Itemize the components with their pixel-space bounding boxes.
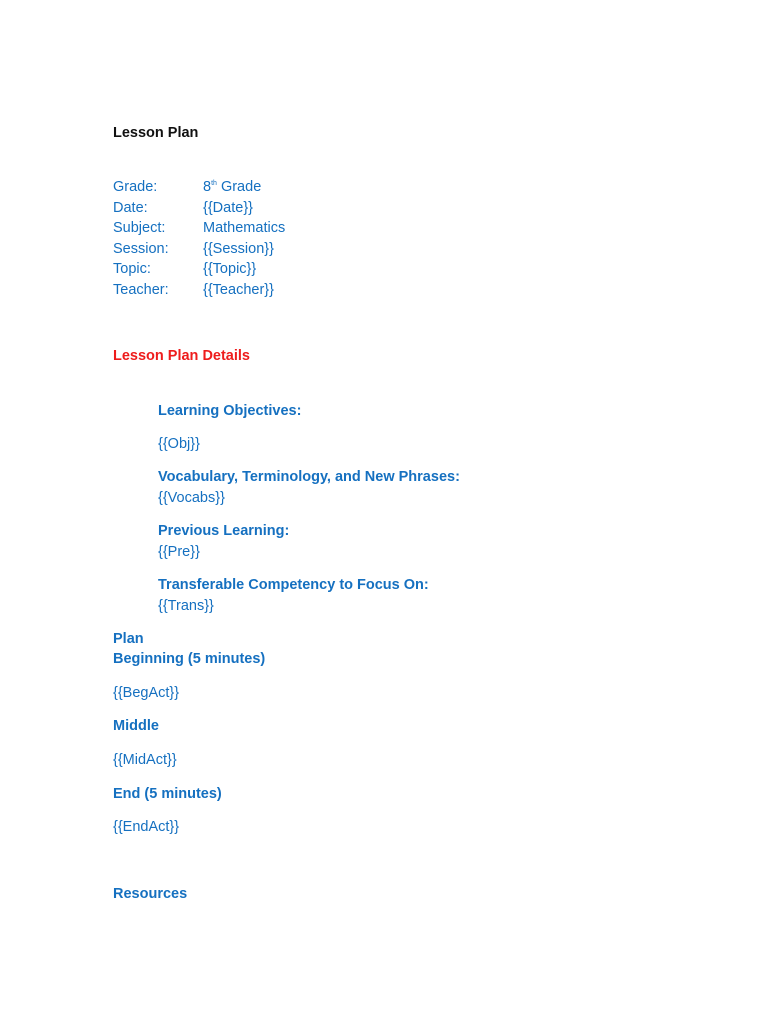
session-label: Session:	[113, 241, 169, 257]
topic-label: Topic:	[113, 261, 151, 277]
end-value: {{EndAct}}	[113, 819, 180, 835]
date-value: {{Date}}	[203, 200, 253, 216]
vocab-heading: Vocabulary, Terminology, and New Phrases:	[158, 469, 460, 485]
vocab-value: {{Vocabs}}	[158, 490, 225, 506]
date-label: Date:	[113, 200, 148, 216]
teacher-value: {{Teacher}}	[203, 282, 274, 298]
subject-value: Mathematics	[203, 220, 286, 236]
middle-heading: Middle	[113, 718, 159, 734]
page-title: Lesson Plan	[113, 125, 199, 141]
beginning-heading: Beginning (5 minutes)	[113, 651, 266, 667]
grade-label: Grade:	[113, 179, 158, 195]
grade-suffix: th	[211, 180, 217, 187]
topic-value: {{Topic}}	[203, 261, 257, 277]
objectives-heading: Learning Objectives:	[158, 403, 302, 419]
details-heading: Lesson Plan Details	[113, 348, 250, 364]
transfer-value: {{Trans}}	[158, 598, 214, 614]
grade-number: 8	[203, 179, 212, 195]
previous-heading: Previous Learning:	[158, 523, 290, 539]
objectives-value: {{Obj}}	[158, 436, 200, 452]
grade-word: Grade	[220, 179, 262, 195]
subject-label: Subject:	[113, 220, 166, 236]
previous-value: {{Pre}}	[158, 544, 200, 560]
teacher-label: Teacher:	[113, 282, 169, 298]
resources-heading: Resources	[113, 886, 188, 902]
transfer-heading: Transferable Competency to Focus On:	[158, 577, 429, 593]
grade-value	[203, 180, 261, 195]
middle-value: {{MidAct}}	[113, 752, 177, 768]
end-heading: End (5 minutes)	[113, 786, 222, 802]
plan-heading: Plan	[113, 631, 144, 647]
beginning-value: {{BegAct}}	[113, 685, 180, 701]
session-value: {{Session}}	[203, 241, 274, 257]
